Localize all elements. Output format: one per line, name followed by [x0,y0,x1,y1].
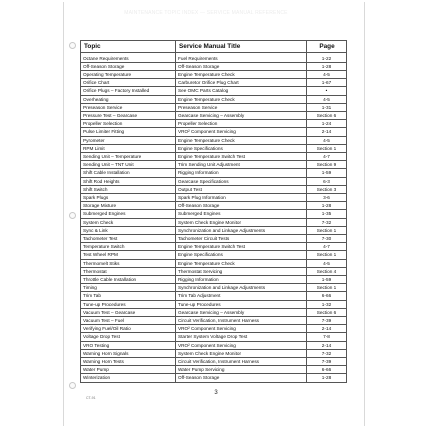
row-service-title: System Check Engine Monitor [176,218,307,226]
row-topic: Storage Mixture [81,202,176,210]
table-row [81,202,347,210]
bleed-through-header: MAINTENANCE TOPIC INDEX — SERVICE MANUAL REFERENCE [124,10,288,16]
row-page: Section 1 [307,144,347,152]
table-row [81,210,347,218]
row-service-title: Engine Specifications [176,144,307,152]
row-service-title: Circuit Verification, Instrument Harness [176,317,307,325]
row-page: 4-7 [307,243,347,251]
row-page: 4-5 [307,70,347,78]
row-page: Section 6 [307,111,347,119]
row-page: 6-66 [307,292,347,300]
row-topic: Tachometer Test [81,234,176,242]
row-topic: Operating Temperature [81,70,176,78]
row-page: 3-6 [307,193,347,201]
row-page: • [307,87,347,95]
row-service-title: Output Test [176,185,307,193]
row-topic: Warning Horn Signals [81,349,176,357]
row-page: 4-5 [307,259,347,267]
row-service-title: Synchronization and Linkage Adjustments [176,284,307,292]
row-page: 7-39 [307,358,347,366]
row-topic: Shift Rod Heights [81,177,176,185]
table-row [81,70,347,78]
row-page: 1-31 [307,103,347,111]
row-service-title: Rigging Information [176,169,307,177]
table-row [81,111,347,119]
row-topic: Sync & Link [81,226,176,234]
row-topic: Preseason Service [81,103,176,111]
row-service-title: See OMC Parts Catalog [176,87,307,95]
row-service-title: Trim Sending Unit Adjustment [176,161,307,169]
table-row [81,349,347,357]
row-service-title: Spark Plug Information [176,193,307,201]
row-topic: Temperature Switch [81,243,176,251]
row-service-title: Rigging Information [176,275,307,283]
row-service-title: Gearcase Specifications [176,177,307,185]
footer-code: CT-91 [86,396,96,400]
table-row [81,152,347,160]
row-service-title: Propeller Selection [176,120,307,128]
table-row [81,267,347,275]
row-service-title: Tachometer Circuit Tests [176,234,307,242]
row-page: 7-39 [307,317,347,325]
table-row [81,234,347,242]
table-row [81,193,347,201]
row-service-title: VRO² Component Servicing [176,341,307,349]
row-service-title: Engine Specifications [176,251,307,259]
row-topic: Verifying Fuel/Oil Ratio [81,325,176,333]
row-service-title: Off-Season Storage [176,374,307,382]
table-row [81,218,347,226]
row-topic: Shift Cable Installation [81,169,176,177]
table-body [81,53,347,383]
row-service-title: Submerged Engines [176,210,307,218]
row-topic: Throttle Cable Installation [81,275,176,283]
table-row [81,79,347,87]
row-service-title: Water Pump Servicing [176,366,307,374]
table-row [81,161,347,169]
row-topic: Pressure Test – Gearcase [81,111,176,119]
row-topic: Off-Season Storage [81,62,176,70]
row-page: 4-5 [307,95,347,103]
row-service-title: Starter System Voltage Drop Test [176,333,307,341]
row-page: 1-67 [307,79,347,87]
row-topic: Pyrometer [81,136,176,144]
table-row [81,128,347,136]
page-number: 3 [214,390,218,396]
table-row [81,177,347,185]
table-row [81,333,347,341]
table-row [81,341,347,349]
table-row [81,62,347,70]
row-service-title: System Check Engine Monitor [176,349,307,357]
table-row [81,169,347,177]
row-page: Section 9 [307,161,347,169]
row-page: Section 1 [307,284,347,292]
row-service-title: VRO² Component Servicing [176,128,307,136]
row-page: 1-28 [307,374,347,382]
table-row [81,292,347,300]
row-page: 1-28 [307,202,347,210]
row-page: 2-14 [307,128,347,136]
row-topic: Vacuum Test – Fuel [81,317,176,325]
row-topic: Warning Horn Tests [81,358,176,366]
row-page: 1-59 [307,275,347,283]
row-page: 6-66 [307,366,347,374]
row-page: Section 1 [307,251,347,259]
table-row [81,317,347,325]
row-page: 7-30 [307,234,347,242]
table-row [81,185,347,193]
table-row [81,275,347,283]
row-page: Section 1 [307,226,347,234]
table-row [81,144,347,152]
header-page: Page [307,41,347,53]
punch-hole [69,42,76,49]
table-row [81,300,347,308]
row-service-title: Engine Temperature Check [176,95,307,103]
row-page: Section 6 [307,308,347,316]
row-topic: Pulse Limiter Fitting [81,128,176,136]
punch-hole [69,382,76,389]
row-service-title: Gearcase Servicing – Assembly [176,308,307,316]
row-service-title: Circuit Verification, Instrument Harness [176,358,307,366]
row-topic: Spark Plugs [81,193,176,201]
table-row [81,120,347,128]
topic-index-table [80,40,347,383]
row-service-title: Off-Season Storage [176,62,307,70]
row-topic: Thermomelt Stiks [81,259,176,267]
row-service-title: Fuel Requirements [176,53,307,63]
table-row [81,308,347,316]
row-page: 6-3 [307,177,347,185]
row-service-title: Tune-up Procedures [176,300,307,308]
row-page: 1-59 [307,169,347,177]
row-service-title: Engine Temperature Check [176,70,307,78]
row-topic: Trim Tab [81,292,176,300]
row-service-title: Off-Season Storage [176,202,307,210]
row-page: 7-8 [307,333,347,341]
row-topic: Thermostat [81,267,176,275]
row-topic: Propeller Selection [81,120,176,128]
row-page: 1-35 [307,210,347,218]
row-topic: Winterization [81,374,176,382]
table-header-row [81,41,347,53]
row-service-title: Engine Temperature Switch Test [176,152,307,160]
table-row [81,103,347,111]
table-row [81,325,347,333]
row-page: 7-32 [307,349,347,357]
row-topic: Orifice Plugs – Factory Installed [81,87,176,95]
row-page: Section 4 [307,267,347,275]
table-row [81,259,347,267]
table-row [81,95,347,103]
row-topic: Sending Unit – TNT Unit [81,161,176,169]
row-topic: Sending Unit – Temperature [81,152,176,160]
row-topic: RPM Limit [81,144,176,152]
row-topic: Submerged Engines [81,210,176,218]
row-topic: Orifice Chart [81,79,176,87]
row-service-title: Synchronization and Linkage Adjustments [176,226,307,234]
row-topic: Timing [81,284,176,292]
table-row [81,226,347,234]
table-row [81,243,347,251]
table-row [81,251,347,259]
row-service-title: Thermostat Servicing [176,267,307,275]
table-row [81,284,347,292]
table-row [81,87,347,95]
row-page: 1-28 [307,62,347,70]
row-page: Section 3 [307,185,347,193]
row-topic: Vacuum Test – Gearcase [81,308,176,316]
row-service-title: VRO² Component Servicing [176,325,307,333]
row-page: 1-24 [307,120,347,128]
row-page: 4-7 [307,152,347,160]
row-page: 1-32 [307,300,347,308]
row-topic: Voltage Drop Test [81,333,176,341]
row-service-title: Preseason Service [176,103,307,111]
row-topic: Water Pump [81,366,176,374]
row-service-title: Engine Temperature Check [176,259,307,267]
row-page: 2-14 [307,341,347,349]
header-topic: Topic [81,41,176,53]
row-topic: Overheating [81,95,176,103]
row-topic: VRO Testing [81,341,176,349]
row-service-title: Gearcase Servicing – Assembly [176,111,307,119]
row-service-title: Engine Temperature Switch Test [176,243,307,251]
row-topic: System Check [81,218,176,226]
row-topic: Shift Switch [81,185,176,193]
row-page: 1-22 [307,53,347,63]
row-topic: Test Wheel RPM [81,251,176,259]
punch-hole [69,212,76,219]
table-row [81,136,347,144]
row-service-title: Engine Temperature Check [176,136,307,144]
row-topic: Octane Requirements [81,53,176,63]
table-row [81,366,347,374]
row-service-title: Trim Tab Adjustment [176,292,307,300]
row-page: 7-32 [307,218,347,226]
header-service-manual-title: Service Manual Title [176,41,307,53]
row-page: 4-5 [307,136,347,144]
table-row [81,53,347,63]
row-topic: Tune-up Procedures [81,300,176,308]
row-service-title: Carburetor Orifice Plug Chart [176,79,307,87]
row-page: 2-14 [307,325,347,333]
table-row [81,374,347,382]
table-row [81,358,347,366]
